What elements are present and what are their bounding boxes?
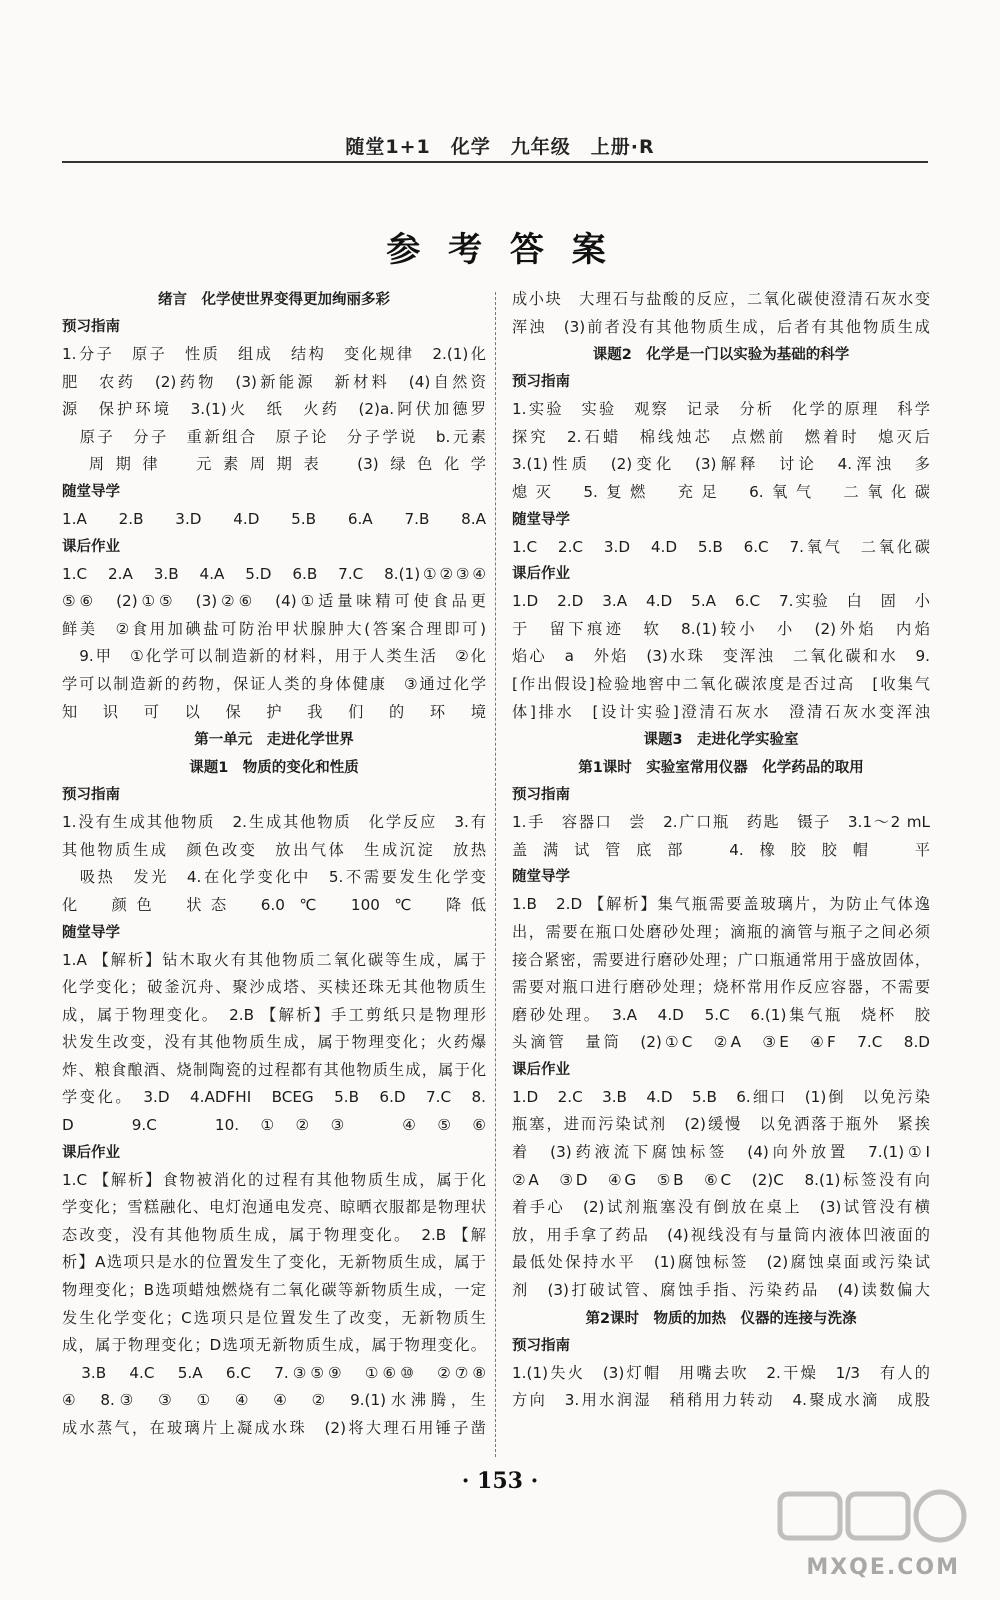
answer-line: 1.分子 原子 性质 组成 结构 变化规律 2.(1)化 — [62, 345, 486, 363]
answer-line: 1.D 2.C 3.B 4.D 5.B 6.细口 (1)倒 以免污染 — [512, 1087, 930, 1106]
answer-line: ⑤⑥ (2)①⑤ (3)②⑥ (4)①适量味精可使食品更 — [62, 592, 486, 611]
answer-line: 头滴管 量筒 (2)①C ②A ③E ④F 7.C 8.D — [512, 1033, 930, 1052]
answer-line: [作出假设]检验地窖中二氧化碳浓度是否过高 [收集气 — [512, 674, 930, 693]
answer-line: 成，属于物理变化。 2.B 【解析】手工剪纸只是物理形 — [62, 1005, 486, 1024]
subsection-heading: 课后作业 — [62, 538, 120, 555]
section-heading: 课题3 走进化学实验室 — [643, 732, 799, 749]
answer-line: 体]排水 [设计实验]澄清石灰水 澄清石灰水变浑浊 — [512, 702, 930, 721]
subsection-heading: 预习指南 — [62, 787, 120, 804]
header-rule — [62, 161, 928, 163]
answer-line: 学变化。 3.D 4.ADFHI BCEG 5.B 6.D 7.C 8. — [62, 1088, 486, 1107]
answer-line: 着 (3)药液流下腐蚀标签 (4)向外放置 7.(1)①I — [512, 1143, 930, 1162]
subsection-heading: 随堂导学 — [512, 511, 570, 528]
answer-line: 成小块 大理石与盐酸的反应，二氧化碳使澄清石灰水变 — [512, 290, 930, 308]
subsection-heading: 课后作业 — [512, 1061, 570, 1078]
answer-line: 浑浊 (3)前者没有其他物质生成，后者有其他物质生成 — [512, 317, 930, 336]
answer-line: 炸、粮食酿酒、烧制陶瓷的过程都有其他物质生成，属于化 — [62, 1060, 486, 1079]
answer-line: 1.C 【解析】食物被消化的过程有其他物质生成，属于化 — [62, 1170, 486, 1189]
answer-line: 学变化；雪糕融化、电灯泡通电发亮、晾晒衣服都是物理状 — [62, 1198, 486, 1217]
section-heading: 第2课时 物质的加热 仪器的连接与洗涤 — [585, 1310, 857, 1327]
answer-line: 接合紧密，需要进行磨砂处理；广口瓶通常用于盛放固体， — [512, 950, 930, 969]
subsection-heading: 随堂导学 — [62, 483, 120, 500]
answer-line: 发生化学变化；C选项只是位置发生了改变，无新物质生 — [62, 1308, 486, 1327]
answer-line: 1.D 2.D 3.A 4.D 5.A 6.C 7.实验 白 固 小 — [512, 592, 930, 611]
answer-line: 1.B 2.D 【解析】集气瓶需要盖玻璃片，为防止气体逸 — [512, 895, 930, 914]
answer-line: 1.手 容器口 尝 2.广口瓶 药匙 镊子 3.1～2 mL — [512, 813, 930, 832]
answer-line: 物理变化；B选项蜡烛燃烧有二氧化碳等新物质生成，一定 — [62, 1281, 486, 1300]
answer-line: 磨砂处理。 3.A 4.D 5.C 6.(1)集气瓶 烧杯 胶 — [512, 1005, 930, 1024]
answer-line: 9.甲 ①化学可以制造新的材料，用于人类生活 ②化 — [62, 647, 486, 666]
column-divider — [495, 292, 496, 1457]
answer-line: 盖满试管底部 4.橡胶胶帽 平 — [512, 840, 930, 859]
answer-line: 3.B 4.C 5.A 6.C 7.③⑤⑨ ①⑥⑩ ②⑦⑧ — [62, 1363, 486, 1382]
page-title: 参 考 答 案 — [386, 230, 614, 270]
subsection-heading: 预习指南 — [512, 374, 570, 391]
answer-line: 1.没有生成其他物质 2.生成其他物质 化学反应 3.有 — [62, 813, 486, 832]
answer-line: 源 保护环境 3.(1)火 纸 火药 (2)a.阿伏加德罗 — [62, 400, 486, 419]
subsection-heading: 课后作业 — [62, 1144, 120, 1161]
subsection-heading: 随堂导学 — [62, 924, 120, 941]
answer-line: 焰心 a 外焰 (3)水珠 变浑浊 二氧化碳和水 9. — [512, 647, 930, 666]
subsection-heading: 预习指南 — [512, 787, 570, 804]
subsection-heading: 预习指南 — [512, 1337, 570, 1354]
answer-line: 态改变，没有其他物质生成，属于物理变化。 2.B 【解 — [62, 1225, 486, 1244]
answer-line: 熄灭 5.复燃 充足 6.氧气 二氧化碳 — [512, 482, 930, 501]
answer-line: 状发生改变，没有其他物质生成，属于物理变化；火药爆 — [62, 1033, 486, 1052]
watermark-text: MXQE.COM — [806, 1555, 960, 1580]
answer-line: 剂 (3)打破试管、腐蚀手指、污染药品 (4)读数偏大 — [512, 1281, 930, 1300]
answer-line: 1.A 【解析】钻木取火有其他物质二氧化碳等生成，属于 — [62, 950, 486, 969]
answer-line: 原子 分子 重新组合 原子论 分子学说 b.元素 — [62, 427, 486, 446]
answer-line: 出，需要在瓶口处磨砂处理；滴瓶的滴管与瓶子之间必须 — [512, 922, 930, 941]
answer-line: 学可以制造新的药物，保证人类的身体健康 ③通过化学 — [62, 674, 486, 693]
answer-line: 成水蒸气，在玻璃片上凝成水珠 (2)将大理石用锤子凿 — [62, 1419, 486, 1437]
answer-line: 需要对瓶口进行磨砂处理；烧杯常用作反应容器，不需要 — [512, 978, 930, 997]
answer-line: 1.A 2.B 3.D 4.D 5.B 6.A 7.B 8.A — [62, 509, 486, 528]
answer-line: 放，用手拿了药品 (4)视线没有与量筒内液体凹液面的 — [512, 1225, 930, 1244]
answer-line: 析】A选项只是水的位置发生了变化，无新物质生成，属于 — [62, 1253, 486, 1272]
section-heading: 第1课时 实验室常用仪器 化学药品的取用 — [578, 760, 864, 777]
right-column — [512, 286, 930, 1415]
answer-line: 化 颜色 状态 6.0 ℃ 100 ℃ 降低 — [62, 895, 486, 914]
answer-line: 知识可以保护我们的环境 — [62, 702, 486, 721]
answer-line: 吸热 发光 4.在化学变化中 5.不需要发生化学变 — [62, 868, 486, 887]
section-heading: 课题1 物质的变化和性质 — [189, 760, 359, 777]
answer-line: D 9.C 10.①②③ ④⑤⑥ — [62, 1116, 486, 1135]
answer-line: 探究 2.石蜡 棉线烛芯 点燃前 燃着时 熄灭后 — [512, 427, 930, 446]
section-heading: 第一单元 走进化学世界 — [194, 732, 354, 749]
subsection-heading: 随堂导学 — [512, 869, 570, 886]
subsection-heading: 课后作业 — [512, 566, 570, 583]
answer-line: 瓶塞，进而污染试剂 (2)缓慢 以免洒落于瓶外 紧挨 — [512, 1115, 930, 1134]
left-column — [62, 286, 486, 1443]
section-heading: 课题2 化学是一门以实验为基础的科学 — [592, 347, 850, 364]
answer-line: ④ 8.③ ③ ① ④ ④ ② 9.(1)水沸腾，生 — [62, 1391, 486, 1410]
answer-line: ②A ③D ④G ⑤B ⑥C (2)C 8.(1)标签没有向 — [512, 1170, 930, 1189]
subsection-heading: 预习指南 — [62, 319, 120, 335]
section-heading: 绪言 化学使世界变得更加绚丽多彩 — [158, 292, 390, 308]
answer-line: 方向 3.用水润湿 稍稍用力转动 4.聚成水滴 成股 — [512, 1391, 930, 1410]
answer-line: 着手心 (2)试剂瓶塞没有倒放在桌上 (3)试管没有横 — [512, 1198, 930, 1217]
answer-line: 于 留下痕迹 软 8.(1)较小 小 (2)外焰 内焰 — [512, 619, 930, 638]
book-header-title: 随堂1+1 化学 九年级 上册·R — [345, 136, 655, 158]
answer-line: 最低处保持水平 (1)腐蚀标签 (2)腐蚀桌面或污染试 — [512, 1253, 930, 1272]
answer-line: 肥 农药 (2)药物 (3)新能源 新材料 (4)自然资 — [62, 372, 486, 391]
answer-line: 化学变化；破釜沉舟、聚沙成塔、买椟还珠无其他物质生 — [62, 978, 486, 997]
answer-line: 鲜美 ②食用加碘盐可防治甲状腺肿大(答案合理即可) — [62, 619, 486, 638]
page-number: · 153 · — [461, 1468, 539, 1494]
answer-line: 1.(1)失火 (3)灯帽 用嘴去吹 2.干燥 1/3 有人的 — [512, 1363, 930, 1382]
answer-line: 1.实验 实验 观察 记录 分析 化学的原理 科学 — [512, 400, 930, 419]
answer-line: 周期律 元素周期表 (3)绿色化学 — [62, 455, 486, 474]
answer-line: 1.C 2.A 3.B 4.A 5.D 6.B 7.C 8.(1)①②③④ — [62, 564, 486, 583]
answer-line: 成，属于物理变化；D选项无新物质生成，属于物理变化。 — [62, 1336, 486, 1355]
answer-line: 其他物质生成 颜色改变 放出气体 生成沉淀 放热 — [62, 840, 486, 859]
answer-line: 1.C 2.C 3.D 4.D 5.B 6.C 7.氧气 二氧化碳 — [512, 537, 930, 556]
answer-line: 3.(1)性质 (2)变化 (3)解释 讨论 4.浑浊 多 — [512, 455, 930, 474]
